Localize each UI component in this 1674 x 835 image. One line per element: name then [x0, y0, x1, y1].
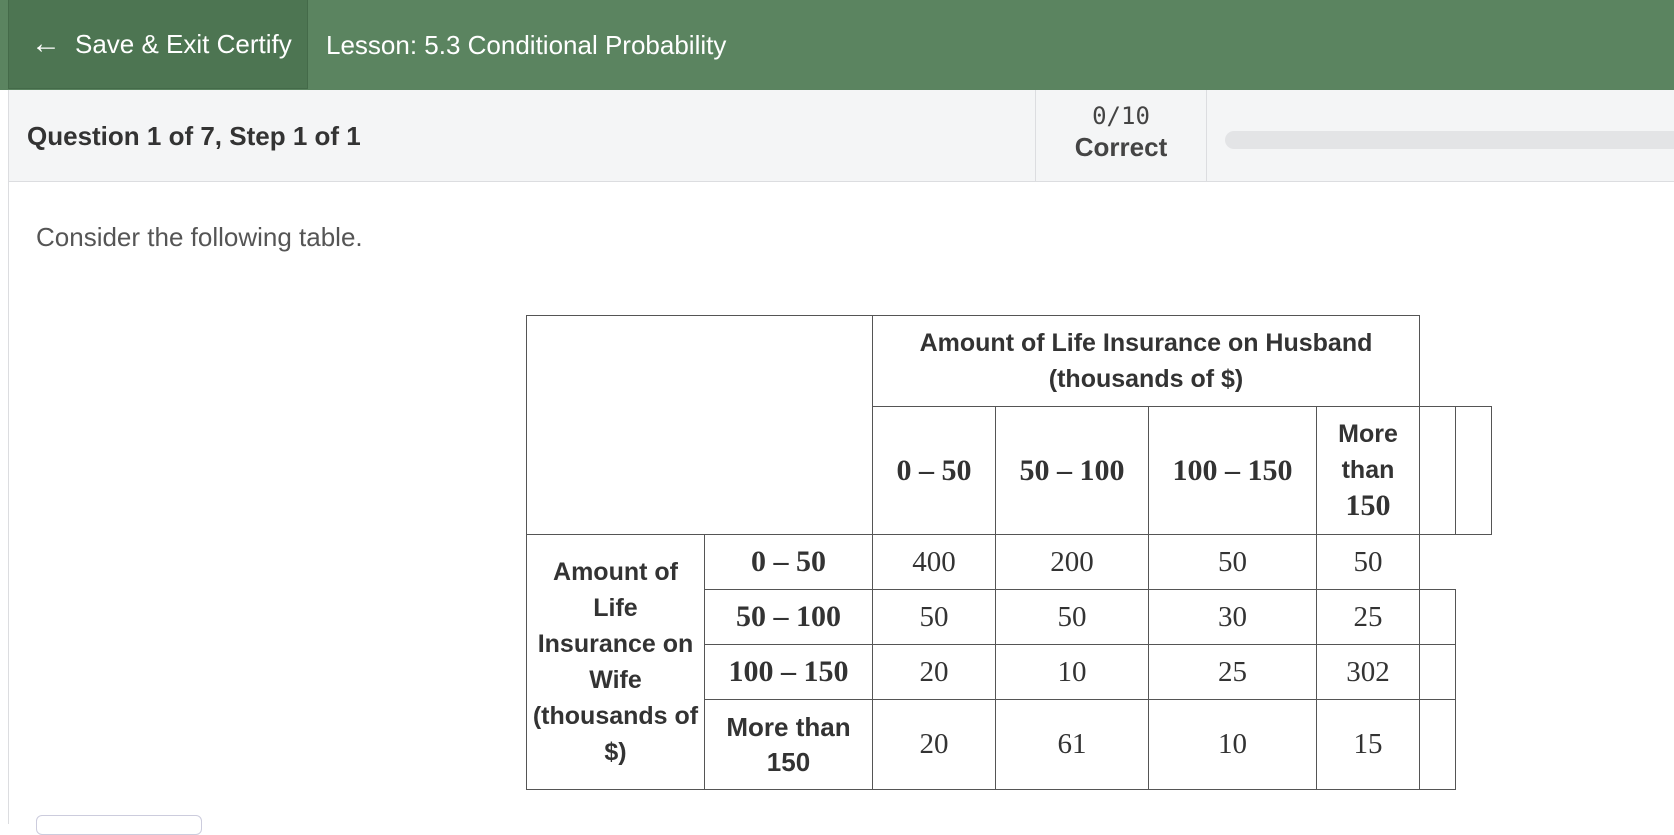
col-header: 50 – 100: [996, 407, 1149, 535]
table-cell: 50: [996, 590, 1149, 645]
answer-button[interactable]: [36, 815, 202, 835]
content-divider: [8, 182, 9, 824]
question-step-label: Question 1 of 7, Step 1 of 1: [27, 120, 361, 151]
question-bar: [8, 90, 1674, 182]
row-header: 50 – 100: [705, 590, 873, 645]
table-row: [527, 535, 1492, 590]
question-prompt: Consider the following table.: [36, 222, 363, 252]
empty-cell: [1456, 700, 1492, 790]
progress-bar: [1225, 131, 1674, 149]
save-exit-label: Save & Exit Certify: [75, 28, 292, 59]
contingency-table: [526, 315, 1492, 790]
score-value: 0/10: [1092, 102, 1150, 130]
empty-cell: [1456, 535, 1492, 590]
empty-cell: [1420, 590, 1456, 645]
save-exit-button[interactable]: [8, 0, 308, 89]
column-group-header: Amount of Life Insurance on Husband (thousands of $): [873, 316, 1420, 407]
row-group-header: Amount of Life Insurance on Wife (thousands of $): [527, 535, 705, 790]
empty-cell: [1456, 590, 1492, 645]
table-cell: 50: [873, 590, 996, 645]
arrow-left-icon: ←: [31, 27, 61, 60]
col-header-more-than-150: More than 150: [1317, 407, 1420, 535]
table-cell: 25: [1317, 590, 1420, 645]
empty-cell: [1420, 316, 1492, 407]
row-header: 100 – 150: [705, 645, 873, 700]
table-cell: 10: [996, 645, 1149, 700]
table-cell: 61: [996, 700, 1149, 790]
table-cell: 20: [873, 700, 996, 790]
empty-cell: [1420, 700, 1456, 790]
table-cell: 25: [1149, 645, 1317, 700]
table-cell: 50: [1317, 535, 1420, 590]
table-cell: 15: [1317, 700, 1420, 790]
table-cell: 10: [1149, 700, 1317, 790]
empty-cell: [1420, 535, 1456, 590]
table-cell: 50: [1149, 535, 1317, 590]
lesson-title: Lesson: 5.3 Conditional Probability: [326, 29, 727, 60]
empty-cell: [1456, 645, 1492, 700]
row-header: More than 150: [705, 700, 873, 790]
row-header: 0 – 50: [705, 535, 873, 590]
table-cell: 30: [1149, 590, 1317, 645]
empty-cell: [1420, 407, 1456, 535]
table-cell: 200: [996, 535, 1149, 590]
col-header: 0 – 50: [873, 407, 996, 535]
table-cell: 400: [873, 535, 996, 590]
empty-cell: [1456, 407, 1492, 535]
score-box: [1035, 90, 1207, 182]
table-cell: 302: [1317, 645, 1420, 700]
score-label: Correct: [1074, 132, 1168, 162]
top-bar: [0, 0, 1674, 90]
col-header: 100 – 150: [1149, 407, 1317, 535]
table-corner-cell: [527, 316, 873, 535]
empty-cell: [1420, 645, 1456, 700]
table-cell: 20: [873, 645, 996, 700]
